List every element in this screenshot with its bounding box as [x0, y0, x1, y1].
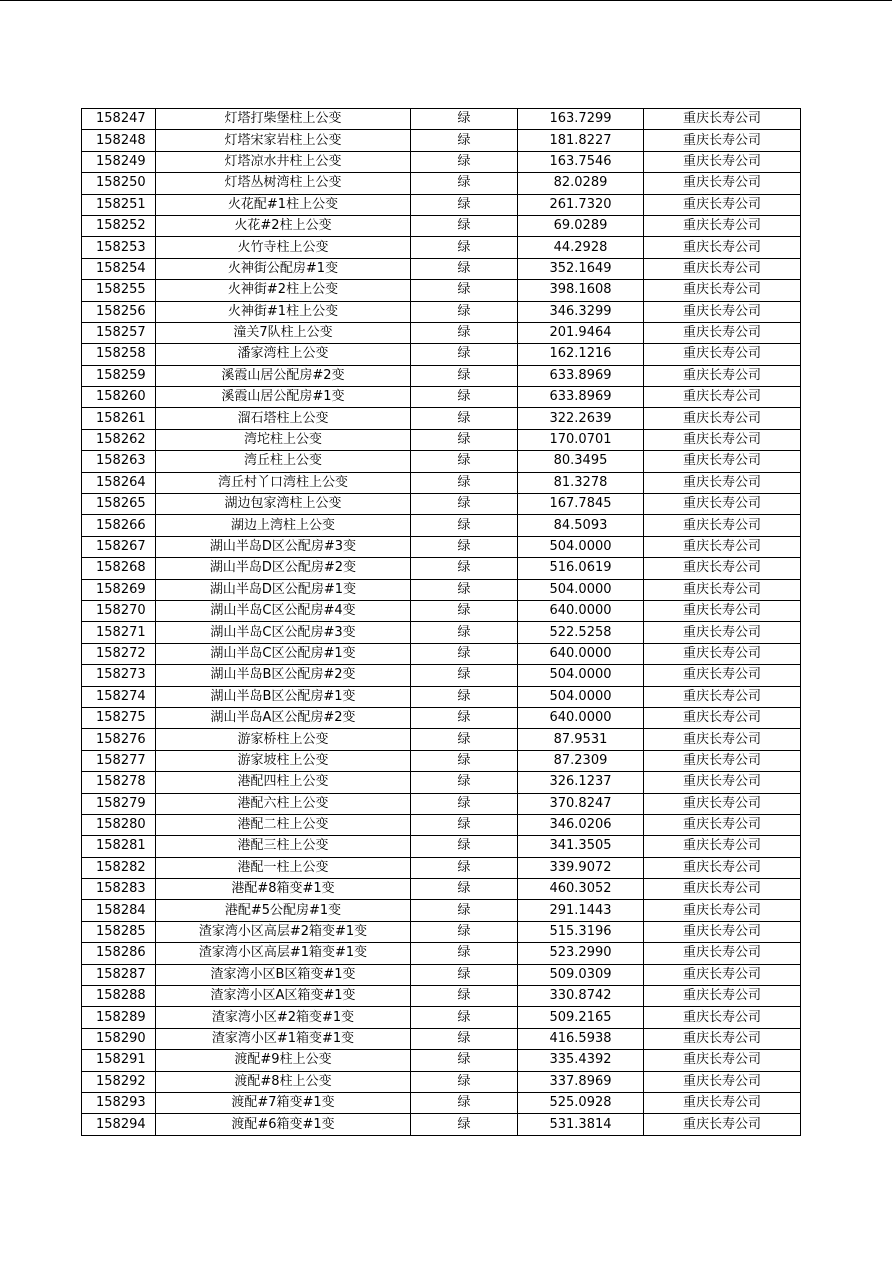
cell-id: 158291 [82, 1050, 156, 1071]
data-table-container [81, 108, 801, 1136]
cell-value: 504.0000 [518, 686, 644, 707]
cell-value: 523.2990 [518, 943, 644, 964]
cell-status: 绿 [411, 472, 518, 493]
cell-status: 绿 [411, 836, 518, 857]
table-row [82, 472, 801, 493]
table-row [82, 215, 801, 236]
cell-name: 港配四柱上公变 [156, 772, 411, 793]
cell-status: 绿 [411, 921, 518, 942]
cell-value: 163.7299 [518, 109, 644, 130]
cell-name: 潘家湾柱上公变 [156, 344, 411, 365]
cell-value: 322.2639 [518, 408, 644, 429]
cell-value: 346.0206 [518, 814, 644, 835]
cell-id: 158253 [82, 237, 156, 258]
cell-name: 湖边包家湾柱上公变 [156, 494, 411, 515]
cell-status: 绿 [411, 280, 518, 301]
cell-value: 633.8969 [518, 365, 644, 386]
cell-id: 158293 [82, 1092, 156, 1113]
cell-name: 港配#8箱变#1变 [156, 879, 411, 900]
cell-company: 重庆长寿公司 [644, 194, 801, 215]
table-row [82, 964, 801, 985]
cell-value: 460.3052 [518, 879, 644, 900]
cell-status: 绿 [411, 665, 518, 686]
cell-value: 291.1443 [518, 900, 644, 921]
cell-value: 509.0309 [518, 964, 644, 985]
cell-name: 湖边上湾柱上公变 [156, 515, 411, 536]
cell-name: 渡配#7箱变#1变 [156, 1092, 411, 1113]
table-row [82, 494, 801, 515]
cell-value: 398.1608 [518, 280, 644, 301]
cell-id: 158280 [82, 814, 156, 835]
cell-name: 灯塔宋家岩柱上公变 [156, 130, 411, 151]
cell-status: 绿 [411, 1028, 518, 1049]
cell-status: 绿 [411, 558, 518, 579]
table-row [82, 1114, 801, 1135]
table-row [82, 643, 801, 664]
cell-id: 158288 [82, 986, 156, 1007]
cell-name: 游家坡柱上公变 [156, 750, 411, 771]
cell-company: 重庆长寿公司 [644, 301, 801, 322]
cell-status: 绿 [411, 857, 518, 878]
cell-name: 湖山半岛C区公配房#1变 [156, 643, 411, 664]
table-row [82, 1028, 801, 1049]
cell-company: 重庆长寿公司 [644, 322, 801, 343]
cell-company: 重庆长寿公司 [644, 921, 801, 942]
cell-name: 灯塔凉水井柱上公变 [156, 151, 411, 172]
cell-value: 341.3505 [518, 836, 644, 857]
cell-id: 158260 [82, 387, 156, 408]
cell-company: 重庆长寿公司 [644, 451, 801, 472]
table-row [82, 322, 801, 343]
cell-value: 167.7845 [518, 494, 644, 515]
cell-name: 渣家湾小区#2箱变#1变 [156, 1007, 411, 1028]
cell-id: 158265 [82, 494, 156, 515]
cell-status: 绿 [411, 579, 518, 600]
table-row [82, 579, 801, 600]
cell-name: 灯塔丛树湾柱上公变 [156, 173, 411, 194]
table-row [82, 1007, 801, 1028]
cell-company: 重庆长寿公司 [644, 1028, 801, 1049]
cell-company: 重庆长寿公司 [644, 1007, 801, 1028]
cell-company: 重庆长寿公司 [644, 109, 801, 130]
cell-status: 绿 [411, 1114, 518, 1135]
cell-value: 504.0000 [518, 536, 644, 557]
cell-status: 绿 [411, 750, 518, 771]
cell-value: 522.5258 [518, 622, 644, 643]
table-row [82, 750, 801, 771]
cell-value: 416.5938 [518, 1028, 644, 1049]
cell-id: 158251 [82, 194, 156, 215]
cell-name: 渡配#9柱上公变 [156, 1050, 411, 1071]
cell-status: 绿 [411, 451, 518, 472]
data-table [81, 108, 801, 1136]
cell-id: 158266 [82, 515, 156, 536]
cell-name: 湖山半岛B区公配房#2变 [156, 665, 411, 686]
cell-company: 重庆长寿公司 [644, 579, 801, 600]
cell-status: 绿 [411, 258, 518, 279]
cell-name: 渡配#6箱变#1变 [156, 1114, 411, 1135]
cell-company: 重庆长寿公司 [644, 365, 801, 386]
cell-value: 633.8969 [518, 387, 644, 408]
cell-company: 重庆长寿公司 [644, 515, 801, 536]
cell-value: 44.2928 [518, 237, 644, 258]
cell-status: 绿 [411, 643, 518, 664]
cell-status: 绿 [411, 536, 518, 557]
cell-status: 绿 [411, 686, 518, 707]
cell-status: 绿 [411, 814, 518, 835]
cell-company: 重庆长寿公司 [644, 215, 801, 236]
cell-status: 绿 [411, 344, 518, 365]
cell-company: 重庆长寿公司 [644, 707, 801, 728]
cell-company: 重庆长寿公司 [644, 1071, 801, 1092]
cell-name: 港配三柱上公变 [156, 836, 411, 857]
table-row [82, 194, 801, 215]
cell-company: 重庆长寿公司 [644, 536, 801, 557]
table-row [82, 1050, 801, 1071]
table-row [82, 558, 801, 579]
cell-company: 重庆长寿公司 [644, 344, 801, 365]
cell-id: 158264 [82, 472, 156, 493]
cell-id: 158248 [82, 130, 156, 151]
cell-id: 158289 [82, 1007, 156, 1028]
cell-value: 531.3814 [518, 1114, 644, 1135]
cell-value: 525.0928 [518, 1092, 644, 1113]
cell-company: 重庆长寿公司 [644, 772, 801, 793]
cell-name: 湖山半岛A区公配房#2变 [156, 707, 411, 728]
page-top-border [0, 0, 892, 1]
cell-name: 火竹寺柱上公变 [156, 237, 411, 258]
cell-name: 湖山半岛C区公配房#4变 [156, 600, 411, 621]
cell-company: 重庆长寿公司 [644, 686, 801, 707]
table-row [82, 365, 801, 386]
cell-status: 绿 [411, 986, 518, 1007]
cell-id: 158279 [82, 793, 156, 814]
cell-id: 158252 [82, 215, 156, 236]
cell-company: 重庆长寿公司 [644, 151, 801, 172]
cell-id: 158294 [82, 1114, 156, 1135]
cell-status: 绿 [411, 173, 518, 194]
cell-id: 158283 [82, 879, 156, 900]
cell-id: 158285 [82, 921, 156, 942]
cell-value: 330.8742 [518, 986, 644, 1007]
cell-company: 重庆长寿公司 [644, 750, 801, 771]
table-row [82, 686, 801, 707]
cell-value: 337.8969 [518, 1071, 644, 1092]
cell-name: 港配六柱上公变 [156, 793, 411, 814]
table-row [82, 772, 801, 793]
cell-status: 绿 [411, 622, 518, 643]
cell-id: 158275 [82, 707, 156, 728]
cell-status: 绿 [411, 237, 518, 258]
cell-value: 504.0000 [518, 665, 644, 686]
table-row [82, 408, 801, 429]
cell-status: 绿 [411, 707, 518, 728]
table-body [82, 109, 801, 1136]
cell-value: 82.0289 [518, 173, 644, 194]
cell-value: 346.3299 [518, 301, 644, 322]
cell-value: 504.0000 [518, 579, 644, 600]
cell-company: 重庆长寿公司 [644, 130, 801, 151]
cell-value: 170.0701 [518, 429, 644, 450]
cell-company: 重庆长寿公司 [644, 408, 801, 429]
cell-value: 516.0619 [518, 558, 644, 579]
cell-id: 158281 [82, 836, 156, 857]
cell-status: 绿 [411, 1092, 518, 1113]
table-row [82, 943, 801, 964]
cell-status: 绿 [411, 109, 518, 130]
cell-company: 重庆长寿公司 [644, 622, 801, 643]
cell-id: 158272 [82, 643, 156, 664]
cell-name: 港配一柱上公变 [156, 857, 411, 878]
cell-status: 绿 [411, 322, 518, 343]
cell-name: 湖山半岛D区公配房#3变 [156, 536, 411, 557]
cell-id: 158274 [82, 686, 156, 707]
cell-company: 重庆长寿公司 [644, 729, 801, 750]
cell-id: 158271 [82, 622, 156, 643]
cell-company: 重庆长寿公司 [644, 494, 801, 515]
cell-status: 绿 [411, 964, 518, 985]
table-row [82, 173, 801, 194]
cell-id: 158249 [82, 151, 156, 172]
table-row [82, 707, 801, 728]
table-row [82, 429, 801, 450]
cell-name: 港配二柱上公变 [156, 814, 411, 835]
table-row [82, 857, 801, 878]
table-row [82, 109, 801, 130]
cell-company: 重庆长寿公司 [644, 558, 801, 579]
table-row [82, 301, 801, 322]
cell-company: 重庆长寿公司 [644, 429, 801, 450]
cell-id: 158287 [82, 964, 156, 985]
cell-name: 湖山半岛B区公配房#1变 [156, 686, 411, 707]
cell-id: 158290 [82, 1028, 156, 1049]
cell-name: 溜石塔柱上公变 [156, 408, 411, 429]
cell-value: 162.1216 [518, 344, 644, 365]
cell-value: 87.9531 [518, 729, 644, 750]
table-row [82, 900, 801, 921]
cell-value: 335.4392 [518, 1050, 644, 1071]
table-row [82, 986, 801, 1007]
table-row [82, 729, 801, 750]
cell-company: 重庆长寿公司 [644, 943, 801, 964]
cell-name: 灯塔打柴堡柱上公变 [156, 109, 411, 130]
cell-name: 火神街#2柱上公变 [156, 280, 411, 301]
cell-id: 158255 [82, 280, 156, 301]
cell-company: 重庆长寿公司 [644, 857, 801, 878]
cell-value: 261.7320 [518, 194, 644, 215]
cell-company: 重庆长寿公司 [644, 258, 801, 279]
cell-status: 绿 [411, 515, 518, 536]
cell-id: 158292 [82, 1071, 156, 1092]
cell-value: 69.0289 [518, 215, 644, 236]
cell-id: 158250 [82, 173, 156, 194]
cell-company: 重庆长寿公司 [644, 280, 801, 301]
cell-company: 重庆长寿公司 [644, 665, 801, 686]
table-row [82, 1071, 801, 1092]
cell-value: 640.0000 [518, 600, 644, 621]
cell-status: 绿 [411, 365, 518, 386]
cell-company: 重庆长寿公司 [644, 237, 801, 258]
cell-id: 158257 [82, 322, 156, 343]
cell-id: 158284 [82, 900, 156, 921]
cell-status: 绿 [411, 151, 518, 172]
cell-id: 158282 [82, 857, 156, 878]
table-row [82, 814, 801, 835]
cell-status: 绿 [411, 729, 518, 750]
cell-status: 绿 [411, 1007, 518, 1028]
cell-id: 158263 [82, 451, 156, 472]
table-row [82, 344, 801, 365]
table-row [82, 879, 801, 900]
cell-id: 158286 [82, 943, 156, 964]
cell-name: 港配#5公配房#1变 [156, 900, 411, 921]
table-row [82, 151, 801, 172]
table-row [82, 793, 801, 814]
cell-name: 游家桥柱上公变 [156, 729, 411, 750]
cell-name: 潼关7队柱上公变 [156, 322, 411, 343]
cell-name: 湖山半岛D区公配房#1变 [156, 579, 411, 600]
cell-value: 352.1649 [518, 258, 644, 279]
cell-value: 515.3196 [518, 921, 644, 942]
table-row [82, 237, 801, 258]
cell-name: 渣家湾小区B区箱变#1变 [156, 964, 411, 985]
cell-value: 181.8227 [518, 130, 644, 151]
cell-id: 158254 [82, 258, 156, 279]
cell-status: 绿 [411, 879, 518, 900]
cell-name: 湾坨柱上公变 [156, 429, 411, 450]
cell-name: 渣家湾小区高层#1箱变#1变 [156, 943, 411, 964]
cell-company: 重庆长寿公司 [644, 643, 801, 664]
cell-name: 渣家湾小区A区箱变#1变 [156, 986, 411, 1007]
table-row [82, 1092, 801, 1113]
table-row [82, 600, 801, 621]
cell-value: 370.8247 [518, 793, 644, 814]
cell-status: 绿 [411, 900, 518, 921]
cell-company: 重庆长寿公司 [644, 600, 801, 621]
cell-status: 绿 [411, 772, 518, 793]
cell-company: 重庆长寿公司 [644, 1050, 801, 1071]
cell-id: 158261 [82, 408, 156, 429]
cell-name: 溪霞山居公配房#1变 [156, 387, 411, 408]
cell-id: 158273 [82, 665, 156, 686]
cell-id: 158267 [82, 536, 156, 557]
cell-name: 湖山半岛C区公配房#3变 [156, 622, 411, 643]
cell-name: 渣家湾小区#1箱变#1变 [156, 1028, 411, 1049]
cell-value: 163.7546 [518, 151, 644, 172]
cell-company: 重庆长寿公司 [644, 879, 801, 900]
cell-name: 渡配#8柱上公变 [156, 1071, 411, 1092]
cell-company: 重庆长寿公司 [644, 472, 801, 493]
cell-name: 火神街公配房#1变 [156, 258, 411, 279]
cell-company: 重庆长寿公司 [644, 793, 801, 814]
table-row [82, 280, 801, 301]
cell-company: 重庆长寿公司 [644, 836, 801, 857]
cell-value: 339.9072 [518, 857, 644, 878]
cell-company: 重庆长寿公司 [644, 964, 801, 985]
cell-status: 绿 [411, 215, 518, 236]
table-row [82, 665, 801, 686]
table-row [82, 836, 801, 857]
cell-company: 重庆长寿公司 [644, 814, 801, 835]
cell-status: 绿 [411, 429, 518, 450]
cell-id: 158258 [82, 344, 156, 365]
cell-status: 绿 [411, 494, 518, 515]
table-row [82, 515, 801, 536]
table-row [82, 451, 801, 472]
cell-id: 158270 [82, 600, 156, 621]
cell-name: 火花#2柱上公变 [156, 215, 411, 236]
cell-id: 158268 [82, 558, 156, 579]
cell-value: 80.3495 [518, 451, 644, 472]
cell-value: 509.2165 [518, 1007, 644, 1028]
cell-name: 火花配#1柱上公变 [156, 194, 411, 215]
cell-company: 重庆长寿公司 [644, 173, 801, 194]
cell-status: 绿 [411, 943, 518, 964]
cell-name: 火神街#1柱上公变 [156, 301, 411, 322]
cell-value: 326.1237 [518, 772, 644, 793]
cell-id: 158247 [82, 109, 156, 130]
cell-company: 重庆长寿公司 [644, 986, 801, 1007]
cell-value: 640.0000 [518, 707, 644, 728]
table-row [82, 258, 801, 279]
cell-company: 重庆长寿公司 [644, 1092, 801, 1113]
table-row [82, 387, 801, 408]
cell-company: 重庆长寿公司 [644, 1114, 801, 1135]
cell-status: 绿 [411, 194, 518, 215]
cell-value: 87.2309 [518, 750, 644, 771]
cell-value: 640.0000 [518, 643, 644, 664]
cell-id: 158256 [82, 301, 156, 322]
cell-id: 158259 [82, 365, 156, 386]
table-row [82, 622, 801, 643]
cell-status: 绿 [411, 600, 518, 621]
cell-id: 158277 [82, 750, 156, 771]
cell-name: 溪霞山居公配房#2变 [156, 365, 411, 386]
cell-value: 84.5093 [518, 515, 644, 536]
table-row [82, 130, 801, 151]
cell-company: 重庆长寿公司 [644, 387, 801, 408]
cell-name: 湾丘柱上公变 [156, 451, 411, 472]
cell-status: 绿 [411, 130, 518, 151]
cell-name: 渣家湾小区高层#2箱变#1变 [156, 921, 411, 942]
table-row [82, 536, 801, 557]
cell-company: 重庆长寿公司 [644, 900, 801, 921]
cell-value: 81.3278 [518, 472, 644, 493]
cell-id: 158276 [82, 729, 156, 750]
cell-status: 绿 [411, 1071, 518, 1092]
cell-value: 201.9464 [518, 322, 644, 343]
cell-status: 绿 [411, 793, 518, 814]
cell-status: 绿 [411, 1050, 518, 1071]
cell-status: 绿 [411, 387, 518, 408]
cell-status: 绿 [411, 408, 518, 429]
cell-name: 湖山半岛D区公配房#2变 [156, 558, 411, 579]
cell-id: 158269 [82, 579, 156, 600]
cell-id: 158278 [82, 772, 156, 793]
table-row [82, 921, 801, 942]
cell-status: 绿 [411, 301, 518, 322]
cell-name: 湾丘村丫口湾柱上公变 [156, 472, 411, 493]
cell-id: 158262 [82, 429, 156, 450]
